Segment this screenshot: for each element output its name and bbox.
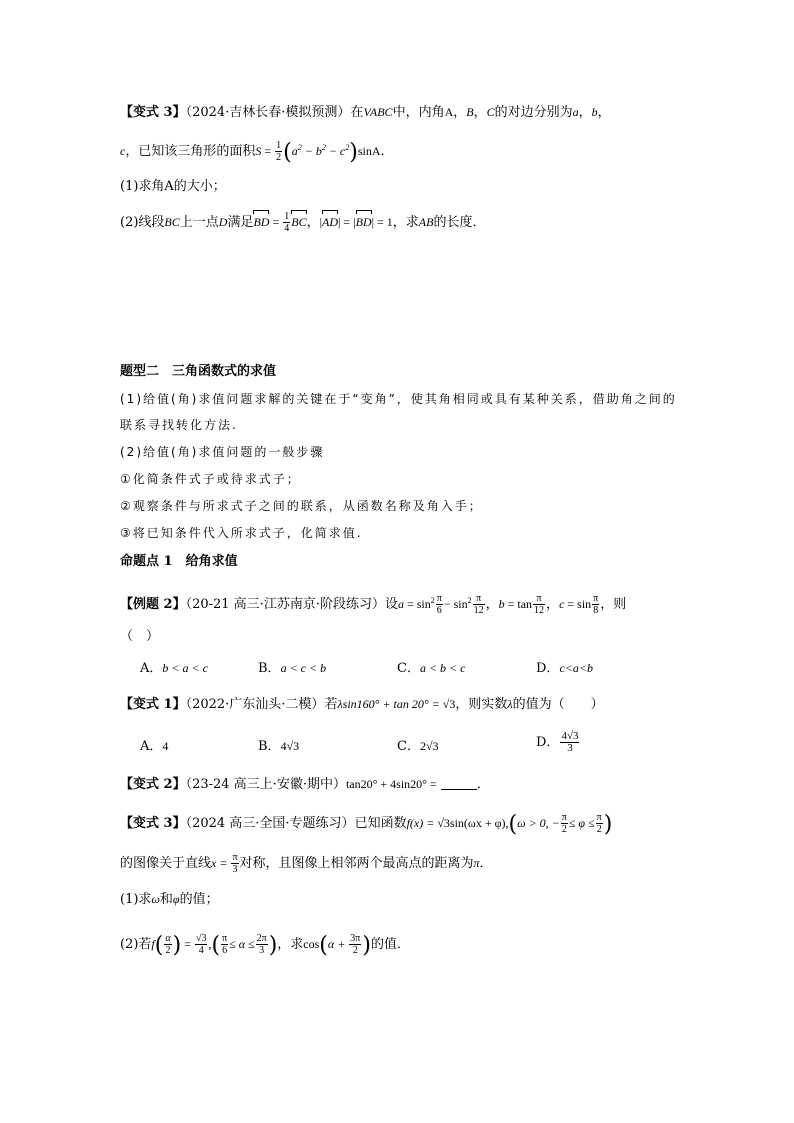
option-label: C． bbox=[397, 661, 420, 676]
var3a-q2-text: 满足 bbox=[227, 215, 254, 230]
option-value: a < c < b bbox=[280, 661, 327, 675]
var3b-line2: 的图像关于直线x = $\frac{\pi}{3}$ 对称，且图像上相邻两个最高点的距离为π． bbox=[120, 852, 493, 875]
var1-text: 若 bbox=[324, 697, 338, 712]
type2-p2: (2)给值(角)求值问题的一般步骤 bbox=[120, 445, 325, 459]
var3a-source: （2024·吉林长春·模拟预测） bbox=[185, 105, 351, 120]
var3a-AB: AB bbox=[418, 215, 434, 229]
option-value: 4 bbox=[561, 730, 567, 742]
var2-end: ． bbox=[476, 777, 490, 792]
var3a-q2-text: 上一点 bbox=[179, 215, 219, 230]
var1-lambda: λ bbox=[507, 697, 513, 711]
section-title: 题型二 三角函数式的求值 bbox=[120, 364, 277, 379]
var3b-tag: 【变式 3】 bbox=[120, 816, 186, 831]
var3a-sinA: sinA bbox=[357, 144, 381, 158]
var3a-text: ，已知该三角形的面积 bbox=[125, 144, 256, 159]
var3a-q2-text: (2)线段 bbox=[120, 215, 165, 230]
type2-step3: ③将已知条件代入所求式子，化简求值. bbox=[120, 526, 363, 540]
option-value: b < a < c bbox=[162, 661, 208, 675]
var3a-q1-text: (1)求角A的大小； bbox=[120, 179, 226, 194]
var3a-text: 的对边分别为 bbox=[494, 105, 573, 120]
var1-option-b[interactable]: B．4√3 bbox=[258, 739, 300, 754]
var2-source: （23-24 高三上·安徽·期中） bbox=[185, 777, 346, 792]
var3b-q1-text: 的值； bbox=[179, 892, 219, 907]
type2-p1a: (1)给值(角)求值问题求解的关键在于“变角”，使其角相同或具有某种关系，借助角之间的 bbox=[120, 392, 677, 406]
option-value: 2 bbox=[419, 739, 426, 753]
var1-tag: 【变式 1】 bbox=[120, 697, 186, 712]
ex2-line1: 【例题 2】（20-21 高三·江苏南京·阶段练习）设$a = \sin^2$ $\frac{\pi}{6}$ − $\sin^2$ $\frac{\pi}{12}$ ，b = tan $\frac{\pi}{12}$ ，c = sin $\frac{\pi}{8}$ ，则 bbox=[120, 593, 627, 616]
ex2-paren: （ ） bbox=[120, 629, 160, 644]
var3b-end: ． bbox=[479, 856, 493, 871]
ex2-text: 设 bbox=[384, 597, 398, 612]
vector-BD: BD bbox=[253, 212, 269, 232]
ex2-option-b[interactable] bbox=[258, 658, 326, 679]
var3b-q1 bbox=[120, 889, 680, 910]
var3a-C: C bbox=[486, 105, 495, 119]
option-label: D． bbox=[536, 735, 560, 750]
answer-blank[interactable] bbox=[441, 777, 477, 790]
var2-line bbox=[120, 774, 680, 795]
var1-option-d[interactable]: D． $\frac{4√3}{3}$ bbox=[536, 730, 579, 754]
option-label: B． bbox=[258, 739, 281, 754]
option-label: C． bbox=[397, 739, 420, 754]
option-label: D． bbox=[536, 661, 560, 676]
var3a-S: S bbox=[255, 144, 262, 158]
var3b-q1-text: (1)求 bbox=[120, 892, 152, 907]
var3b-fx: f(x) = bbox=[406, 816, 438, 830]
var1-text: 的值为（ ） bbox=[512, 697, 604, 712]
var3a-text: 在 bbox=[350, 105, 364, 120]
var1-line: 【变式 1】（2022·广东汕头·二模）若λsin160° + tan 20° = √3，则实数λ的值为（ ） bbox=[120, 697, 604, 712]
var3b-q1-text: 和 bbox=[159, 892, 173, 907]
var3a-D: D bbox=[218, 215, 228, 229]
ex2-option-d[interactable] bbox=[536, 658, 593, 679]
var1-text: ，则实数 bbox=[455, 697, 508, 712]
var3a-line1: 【变式 3】（2024·吉林长春·模拟预测）在VABC中，内角A，B，C的对边分别为a，b， bbox=[120, 105, 611, 120]
vector-BC: BC bbox=[291, 212, 306, 232]
var3a-b: b bbox=[591, 105, 598, 119]
var1-option-a[interactable] bbox=[140, 736, 168, 757]
var3a-BC: BC bbox=[164, 215, 180, 229]
var3b-omega: ω bbox=[151, 892, 160, 906]
var3b-q2-text: 的值． bbox=[370, 937, 410, 952]
var3b-pi: π bbox=[473, 856, 480, 870]
var3a-a: a bbox=[572, 105, 579, 119]
var3a-q2-text: 的长度． bbox=[433, 215, 486, 230]
var3a-c: c bbox=[120, 144, 126, 158]
option-value: c<a<b bbox=[559, 661, 593, 675]
var3a-line2: c，已知该三角形的面积S = $\frac{1}{2}$ $(a^2 - b^2 - c^2)\sin A$． bbox=[120, 140, 394, 165]
ex2-tag: 【例题 2】 bbox=[120, 597, 186, 612]
option-value: a < b < c bbox=[419, 661, 466, 675]
type2-p1b: 联系寻找转化方法. bbox=[120, 418, 238, 432]
ex2-option-a[interactable] bbox=[140, 658, 208, 679]
vector-BD: BD bbox=[356, 212, 372, 232]
ex2-text: ，则 bbox=[600, 597, 627, 612]
fraction: $\frac{1}{2}$ bbox=[276, 140, 282, 163]
var3a-triangle: VABC bbox=[363, 105, 393, 119]
var3b-text: 的图像关于直线 bbox=[120, 856, 212, 871]
var3b-line1: 【变式 3】（2024 高三·全国·专题练习）已知函数f(x) = √3sin(ωx + φ),(ω > 0, − $\frac{\pi}{2}$ ≤ φ ≤ $\frac{\pi}{2}$ ) bbox=[120, 812, 613, 837]
ex2-option-c[interactable] bbox=[397, 658, 465, 679]
option-label: B． bbox=[258, 661, 281, 676]
var3a-tag: 【变式 3】 bbox=[120, 105, 186, 120]
var1-equation: λsin160° + tan 20° = bbox=[337, 697, 443, 711]
var3b-phi: φ bbox=[172, 892, 180, 906]
option-label: A． bbox=[140, 661, 163, 676]
var3a-text: 中，内角 bbox=[392, 105, 445, 120]
vector-AD: AD bbox=[322, 212, 338, 232]
var3a-B: B bbox=[466, 105, 474, 119]
var3a-q2-text: ，求 bbox=[392, 215, 419, 230]
option-value: 4 bbox=[162, 739, 169, 753]
type2-step2: ②观察条件与所求式子之间的联系，从函数名称及角入手； bbox=[120, 499, 483, 513]
var3a-q2: (2)线段BC上一点D满足BD = $\frac{1}{4}$ BC，|AD| = |BD| = 1，求AB的长度． bbox=[120, 211, 486, 234]
var3b-q2-text: (2)若 bbox=[120, 937, 152, 952]
var2-expression: tan20° + 4sin20° = bbox=[345, 777, 437, 791]
subsection-title: 命题点 1 给角求值 bbox=[120, 554, 238, 569]
var3a-A: A bbox=[444, 105, 454, 119]
fraction: $\frac{1}{4}$ bbox=[284, 211, 290, 234]
var3b-source: （2024 高三·全国·专题练习） bbox=[185, 816, 355, 831]
var3b-q2: (2)若f( $\frac{\alpha}{2}$ ) = $\frac{√3}{4}$ ,( $\frac{\pi}{6}$ ≤ α ≤ $\frac{2\pi}{3}$ )，求cos(α + $\frac{3\pi}{2}$ )的值． bbox=[120, 933, 410, 958]
var3b-q2-text: ，求 bbox=[277, 937, 304, 952]
var2-tag: 【变式 2】 bbox=[120, 777, 186, 792]
var3b-text: 已知函数 bbox=[354, 816, 407, 831]
option-label: A． bbox=[140, 739, 163, 754]
option-value: 4 bbox=[280, 739, 287, 753]
var3b-text: 对称，且图像上相邻两个最高点的距离为 bbox=[239, 856, 474, 871]
var1-option-c[interactable]: C．2√3 bbox=[397, 739, 439, 754]
ex2-source: （20-21 高三·江苏南京·阶段练习） bbox=[185, 597, 385, 612]
var1-source: （2022·广东汕头·二模） bbox=[185, 697, 325, 712]
type2-step1: ①化简条件式子或待求式子； bbox=[120, 472, 301, 486]
var3a-q1 bbox=[120, 177, 680, 197]
